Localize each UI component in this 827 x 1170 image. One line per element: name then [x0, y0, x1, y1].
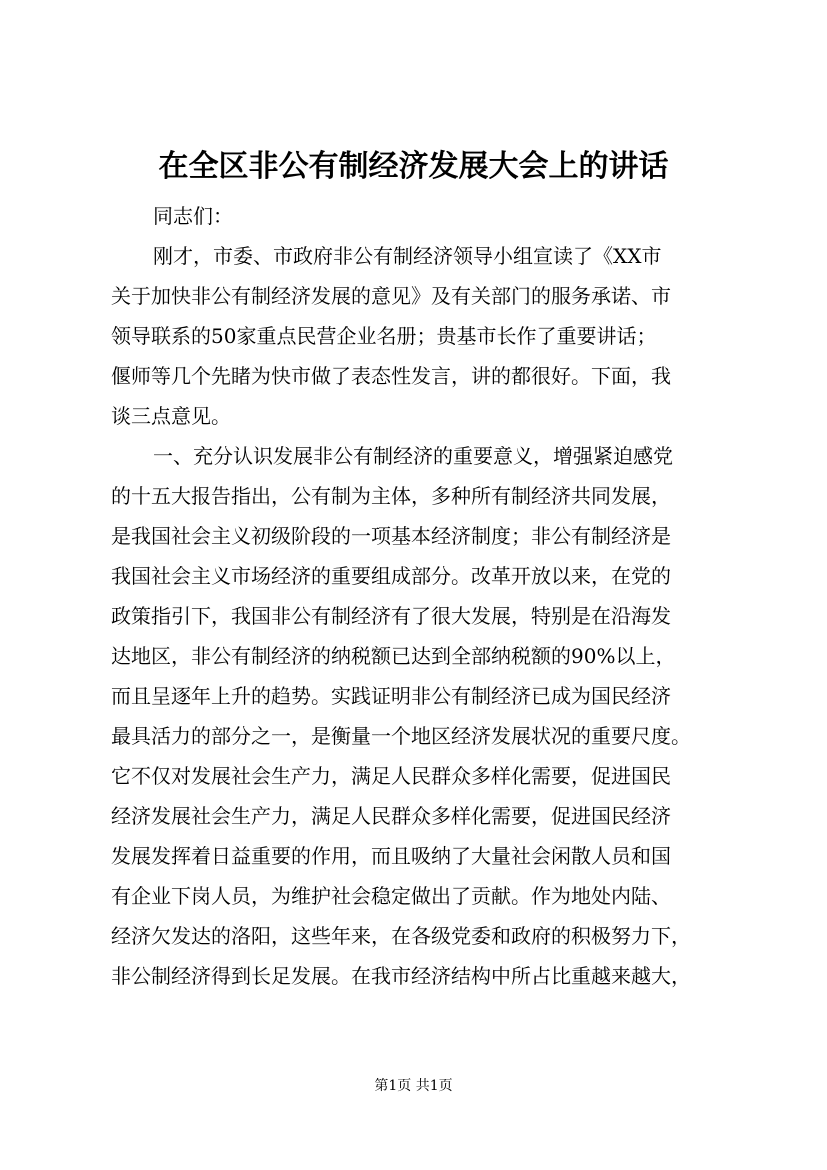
- paragraph-line: 偃师等几个先睹为快市做了表态性发言，讲的都很好。下面，我: [111, 364, 671, 388]
- paragraph-line: 我国社会主义市场经济的重要组成部分。改革开放以来，在党的: [111, 564, 671, 588]
- document-body: [111, 196, 741, 996]
- paragraph-line: 经济欠发达的洛阳，这些年来，在各级党委和政府的积极努力下，: [111, 924, 691, 948]
- page-title: 在全区非公有制经济发展大会上的讲话: [158, 149, 669, 184]
- paragraph-line: 政策指引下，我国非公有制经济有了很大发展，特别是在沿海发: [111, 604, 671, 628]
- paragraph-line: 发展发挥着日益重要的作用，而且吸纳了大量社会闲散人员和国: [111, 844, 671, 868]
- paragraph-line: 刚才，市委、市政府非公有制经济领导小组宣读了《XX市: [153, 244, 662, 268]
- paragraph-line: 而且呈逐年上升的趋势。实践证明非公有制经济已成为国民经济: [111, 684, 671, 708]
- paragraph-line: 是我国社会主义初级阶段的一项基本经济制度；非公有制经济是: [111, 524, 671, 548]
- paragraph-line: 的十五大报告指出，公有制为主体，多种所有制经济共同发展，: [111, 484, 671, 508]
- greeting-line: 同志们：: [153, 204, 233, 228]
- paragraph-line: 经济发展社会生产力，满足人民群众多样化需要，促进国民经济: [111, 804, 671, 828]
- paragraph-line: 最具活力的部分之一，是衡量一个地区经济发展状况的重要尺度。: [111, 724, 691, 748]
- page-number-footer: 第1页 共1页: [374, 1078, 453, 1094]
- paragraph-line: 非公制经济得到长足发展。在我市经济结构中所占比重越来越大，: [111, 964, 691, 988]
- paragraph-line: 有企业下岗人员，为维护社会稳定做出了贡献。作为地处内陆、: [111, 884, 671, 908]
- paragraph-line: 达地区，非公有制经济的纳税额已达到全部纳税额的90%以上，: [111, 644, 676, 668]
- paragraph-line: 领导联系的50家重点民营企业名册；贵基市长作了重要讲话；: [111, 324, 657, 348]
- paragraph-line: 它不仅对发展社会生产力，满足人民群众多样化需要，促进国民: [111, 764, 671, 788]
- section-heading-line: 一、充分认识发展非公有制经济的重要意义，增强紧迫感党: [153, 444, 673, 468]
- paragraph-line: 谈三点意见。: [111, 404, 231, 428]
- paragraph-line: 关于加快非公有制经济发展的意见》及有关部门的服务承诺、市: [111, 284, 671, 308]
